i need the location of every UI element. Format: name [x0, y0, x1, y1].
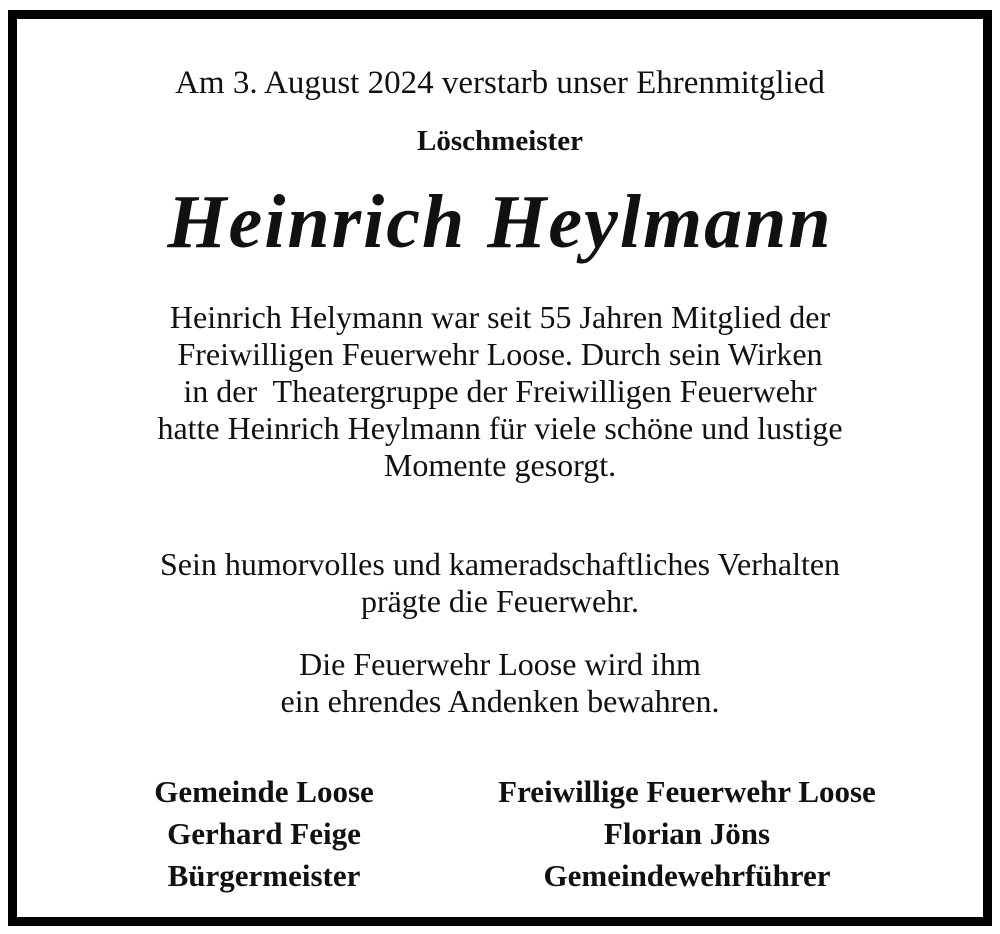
character-paragraph — [17, 546, 983, 620]
deceased-rank: Löschmeister — [417, 125, 583, 157]
signature-organization: Gemeinde Loose — [154, 774, 374, 809]
text-line: hatte Heinrich Heylmann für viele schöne und lustige — [157, 410, 843, 446]
deceased-name: Heinrich Heylmann — [167, 180, 833, 264]
text-line: Die Feuerwehr Loose wird ihm — [299, 646, 701, 682]
obituary-notice — [8, 10, 992, 926]
signature-block-municipality — [109, 771, 419, 897]
signature-person: Gerhard Feige — [167, 816, 361, 851]
text-line: prägte die Feuerwehr. — [360, 583, 640, 619]
intro-line: Am 3. August 2024 verstarb unser Ehrenmitglied — [175, 65, 825, 101]
text-line: Momente gesorgt. — [383, 447, 617, 483]
signature-person: Florian Jöns — [603, 816, 771, 851]
signature-block-fire-brigade — [437, 771, 937, 897]
remembrance-paragraph — [17, 646, 983, 720]
tribute-paragraph — [17, 299, 983, 484]
text-line: in der Theatergruppe der Freiwilligen Feuerwehr — [183, 373, 817, 409]
signature-title: Bürgermeister — [167, 858, 361, 893]
signature-title: Gemeindewehrführer — [543, 858, 831, 893]
text-line: ein ehrendes Andenken bewahren. — [280, 683, 720, 719]
text-line: Sein humorvolles und kameradschaftliches Verhalten — [159, 546, 841, 582]
text-line: Freiwilligen Feuerwehr Loose. Durch sein Wirken — [177, 336, 823, 372]
text-line: Heinrich Helymann war seit 55 Jahren Mitglied der — [169, 299, 831, 335]
signature-organization: Freiwillige Feuerwehr Loose — [498, 774, 876, 809]
